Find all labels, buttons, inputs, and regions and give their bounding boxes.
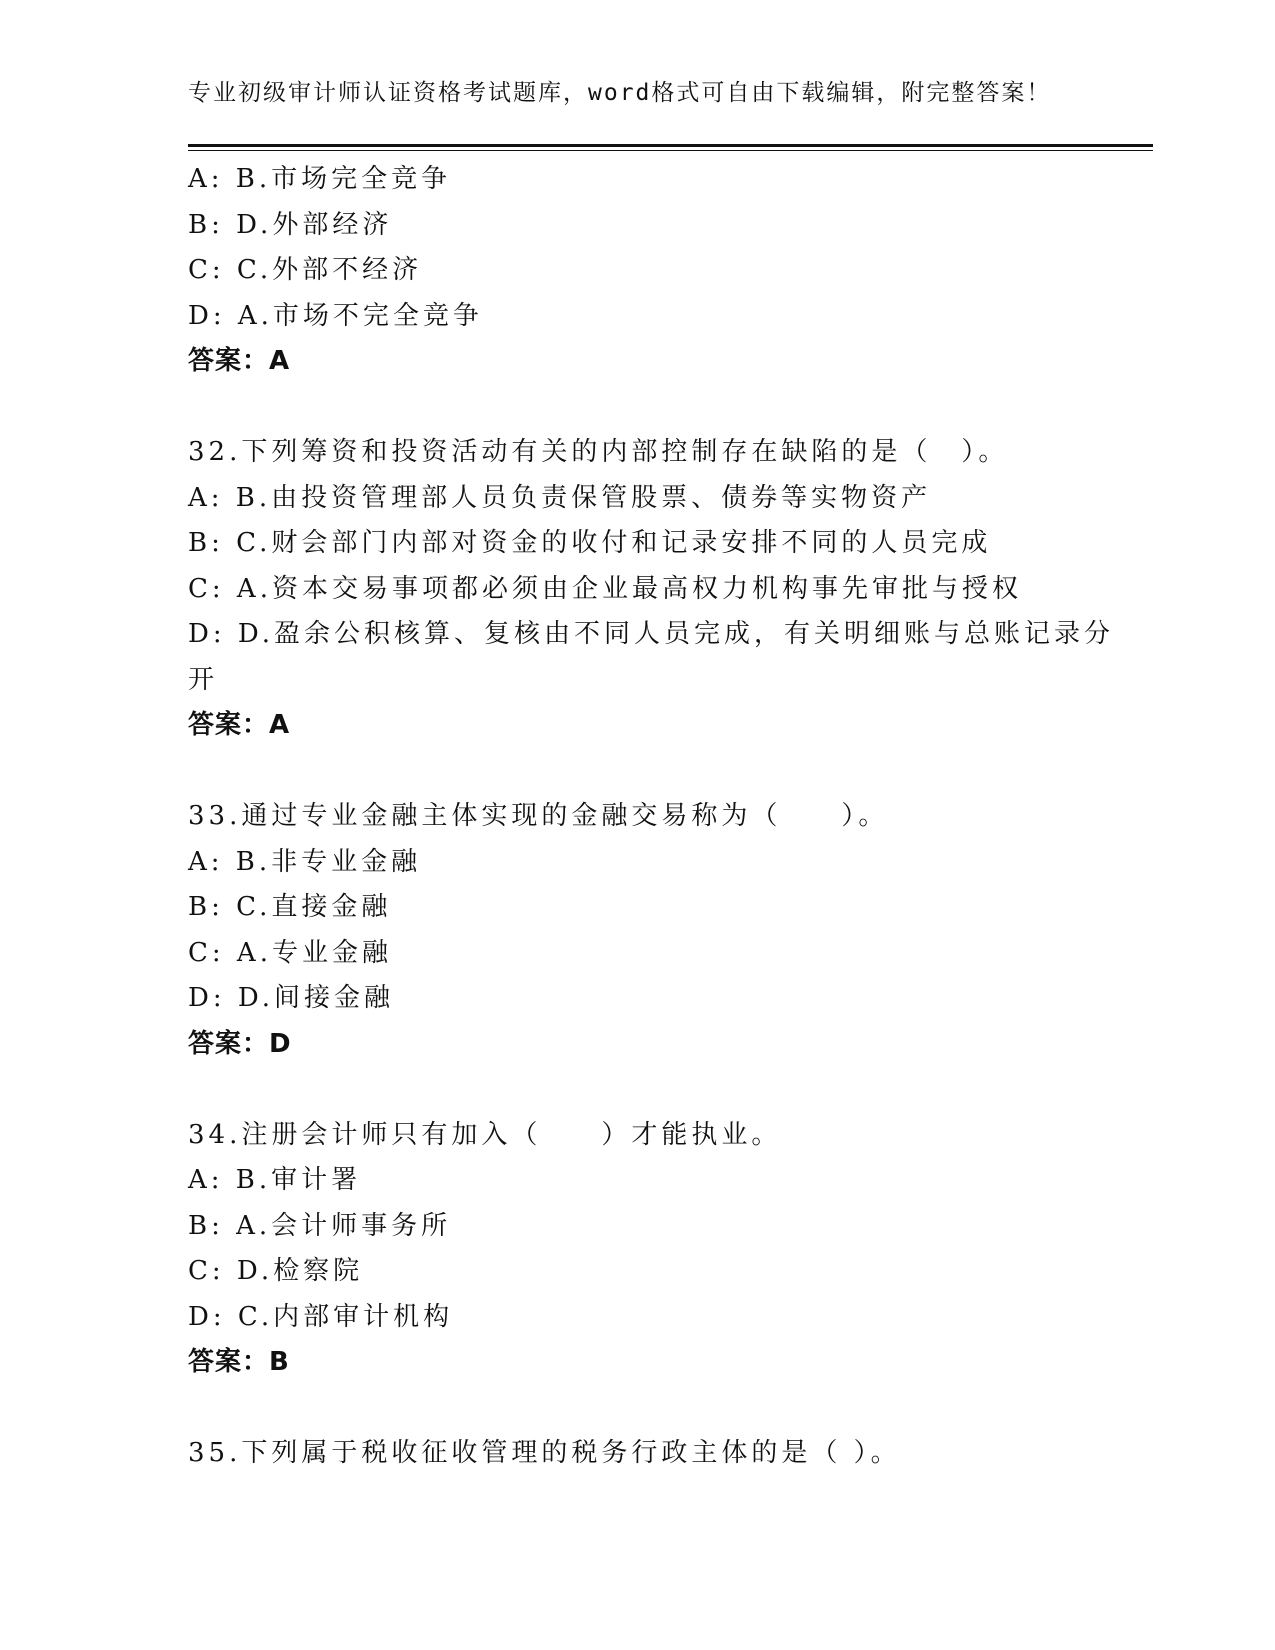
question-32 — [188, 430, 1115, 749]
option-d: D: D.盈余公积核算、复核由不同人员完成，有关明细账与总账记录分 — [188, 619, 1115, 649]
question-33 — [188, 794, 1068, 1067]
question-text: 32.下列筹资和投资活动有关的内部控制存在缺陷的是（ ）。 — [188, 437, 1009, 467]
option-a: A: B.由投资管理部人员负责保管股票、债券等实物资产 — [188, 482, 932, 513]
option-d-continuation: 开 — [188, 664, 219, 695]
option-d: D: D.间接金融 — [188, 983, 395, 1013]
option-c: C: C.外部不经济 — [188, 255, 423, 285]
option-b: B: C.财会部门内部对资金的收付和记录安排不同的人员完成 — [188, 528, 992, 558]
option-b: B: C.直接金融 — [188, 892, 392, 922]
answer: 答案：A — [188, 710, 291, 740]
header-rule-thin — [188, 150, 1153, 151]
option-a: A: B.非专业金融 — [188, 846, 422, 877]
option-c: C: D.检察院 — [188, 1256, 364, 1286]
option-d: D: C.内部审计机构 — [188, 1301, 454, 1332]
header-rule-thick — [188, 144, 1153, 147]
option-b: B: A.会计师事务所 — [188, 1210, 452, 1241]
option-b: B: D.外部经济 — [188, 209, 393, 240]
answer: 答案：D — [188, 1028, 292, 1059]
spacer — [188, 1067, 1068, 1113]
question-text: 35.下列属于税收征收管理的税务行政主体的是（ ）。 — [188, 1438, 901, 1468]
question-text: 33.通过专业金融主体实现的金融交易称为（ ）。 — [188, 801, 889, 831]
option-a: A: B.审计署 — [188, 1165, 362, 1195]
answer: 答案：B — [188, 1347, 290, 1377]
option-d: D: A.市场不完全竞争 — [188, 300, 483, 331]
option-a: A: B.市场完全竞争 — [188, 164, 452, 194]
spacer — [188, 1386, 1068, 1432]
page-header: 专业初级审计师认证资格考试题库，word格式可自由下载编辑，附完整答案！ — [188, 80, 1052, 106]
question-31 — [188, 157, 1068, 385]
option-c: C: A.资本交易事项都必须由企业最高权力机构事先审批与授权 — [188, 573, 1022, 604]
exam-content — [188, 157, 1115, 1477]
spacer — [188, 749, 1068, 795]
option-c: C: A.专业金融 — [188, 937, 392, 968]
question-text: 34.注册会计师只有加入（ ）才能执业。 — [188, 1119, 782, 1150]
question-35 — [188, 1431, 1068, 1477]
answer: 答案：A — [188, 346, 291, 376]
spacer — [188, 385, 1068, 431]
question-34 — [188, 1113, 1068, 1386]
